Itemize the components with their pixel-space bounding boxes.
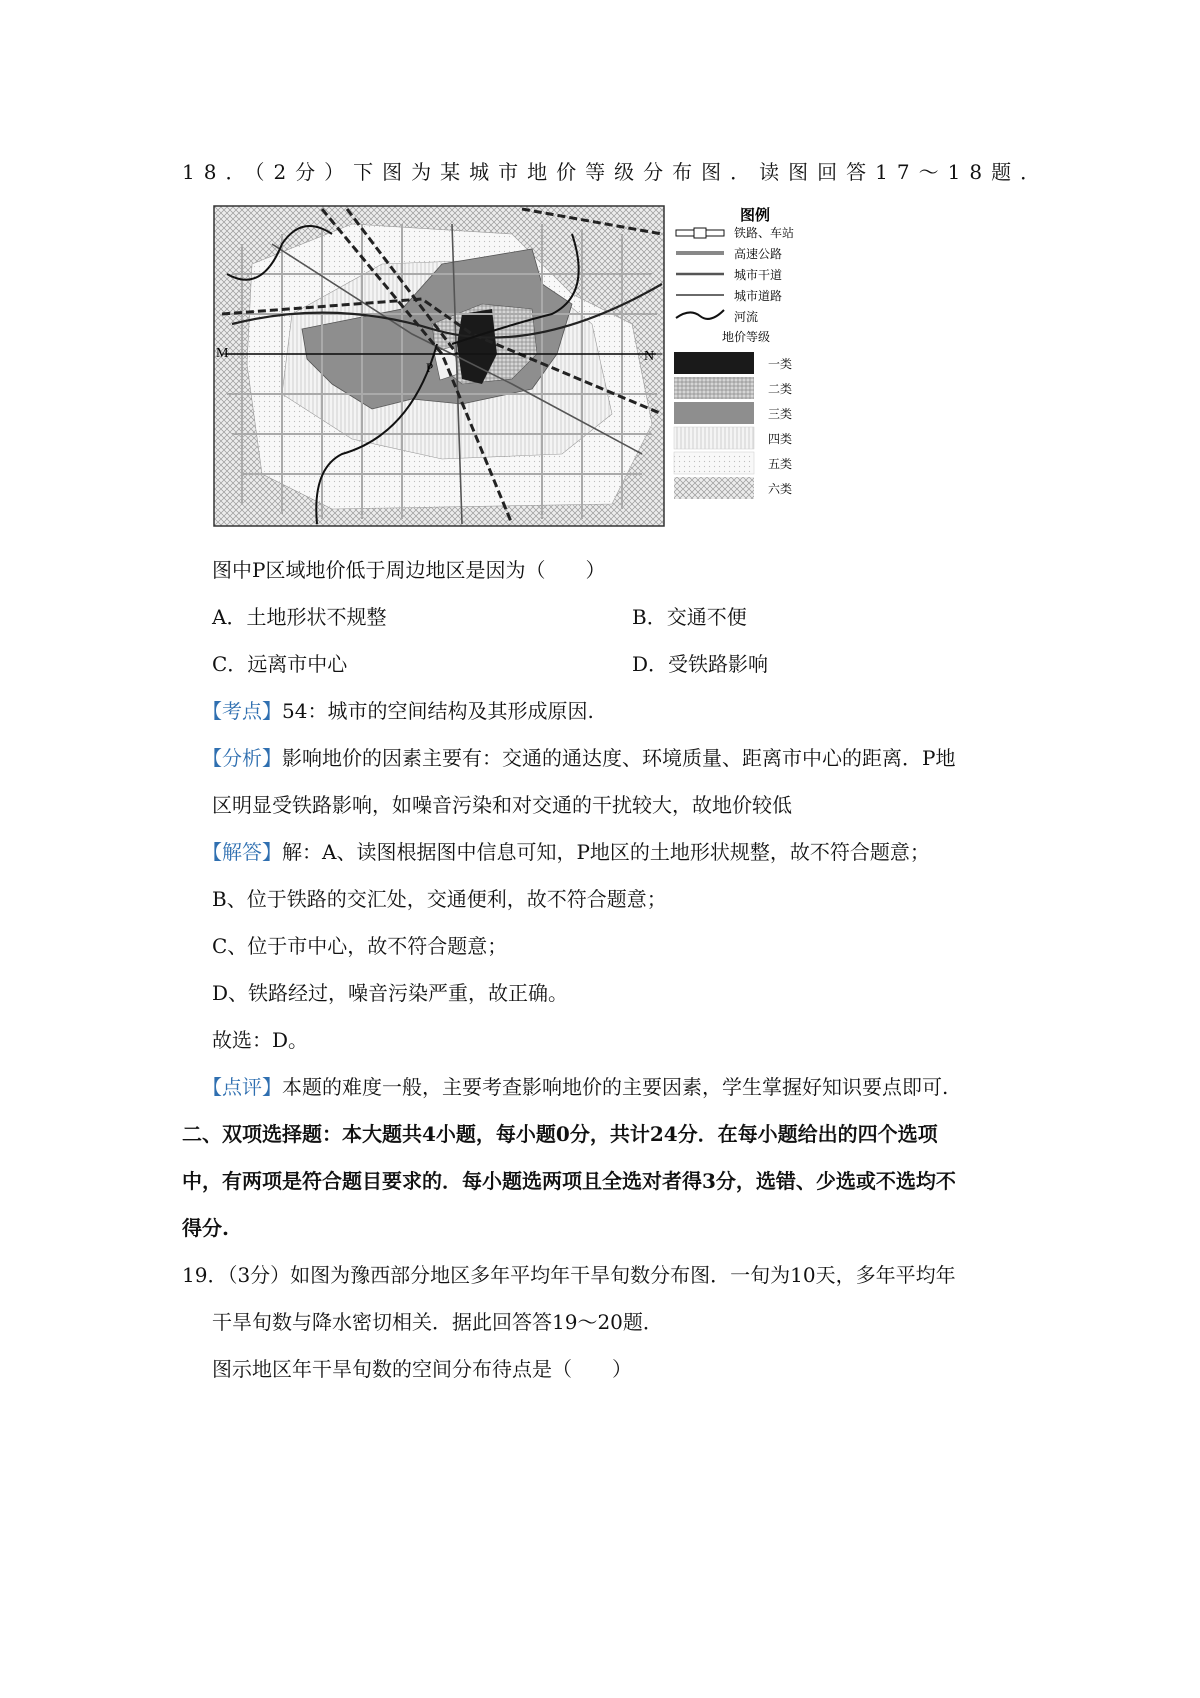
- land-price-map-figure: [212, 204, 878, 530]
- jieda-line2: B、位于铁路的交汇处，交通便利，故不符合题意；: [212, 887, 667, 911]
- legend-grade-title: 地价等级: [722, 330, 771, 344]
- legend-highway: 高速公路: [734, 247, 783, 261]
- q18-question: 图中P区域地价低于周边地区是因为（ ）: [212, 558, 606, 582]
- legend-grade-4: 四类: [768, 432, 793, 446]
- option-c-text: 远离市中心: [247, 652, 348, 676]
- option-a-text: 土地形状不规整: [246, 605, 387, 629]
- q18-dianping: [202, 1073, 948, 1101]
- q18-option-d: [632, 650, 768, 678]
- q19-line2: 干旱旬数与降水密切相关．据此回答答19～20题．: [212, 1310, 663, 1334]
- fenxi-line2: 区明显受铁路影响，如噪音污染和对交通的干扰较大，故地价较低: [212, 793, 792, 817]
- legend-title: 图例: [740, 206, 771, 224]
- option-d-letter: D．: [632, 652, 669, 676]
- jieda-line1: 解：A、读图根据图中信息可知，P地区的土地形状规整，故不符合题意；: [282, 840, 930, 864]
- jieda-line4: D、铁路经过，噪音污染严重，故正确。: [212, 981, 569, 1005]
- legend-grade-1: 一类: [768, 357, 793, 371]
- fenxi-tag: 【分析】: [202, 746, 282, 770]
- section2-line3: 得分.: [182, 1216, 229, 1240]
- legend-grade-3: 三类: [768, 407, 793, 421]
- legend-grade-5: 五类: [768, 457, 793, 471]
- map-label-n: N: [644, 349, 655, 364]
- jieda-line3: C、位于市中心，故不符合题意；: [212, 934, 508, 958]
- q18-header: 18．（2分）下图为某城市地价等级分布图．读图回答17～18题．: [182, 160, 1050, 184]
- legend-grade-2: 二类: [768, 382, 793, 396]
- legend-road: 城市道路: [734, 289, 783, 303]
- option-c-letter: C．: [212, 652, 248, 676]
- legend-arterial: 城市干道: [734, 268, 783, 282]
- kaodian-tag: 【考点】: [202, 699, 282, 723]
- q18-jieda: [202, 838, 930, 866]
- map-label-m: M: [216, 346, 229, 361]
- q18-fenxi: [202, 744, 955, 772]
- q18-kaodian: [202, 697, 594, 725]
- kaodian-text: 54：城市的空间结构及其形成原因.: [282, 699, 594, 723]
- option-b-letter: B．: [632, 605, 667, 629]
- jieda-tag: 【解答】: [202, 840, 282, 864]
- dianping-text: 本题的难度一般，主要考查影响地价的主要因素，学生掌握好知识要点即可.: [282, 1075, 949, 1099]
- legend-grade-6: 六类: [768, 482, 793, 496]
- dianping-tag: 【点评】: [202, 1075, 282, 1099]
- q19-line1: 19．（3分）如图为豫西部分地区多年平均年干旱旬数分布图．一旬为10天，多年平均年: [182, 1263, 956, 1287]
- legend-railway: 铁路、车站: [734, 226, 795, 240]
- q18-option-b: [632, 603, 747, 631]
- section2-line1: 二、双项选择题：本大题共4小题，每小题0分，共计24分．在每小题给出的四个选项: [182, 1122, 938, 1146]
- option-b-text: 交通不便: [666, 605, 747, 629]
- fenxi-line1: 影响地价的因素主要有：交通的通达度、环境质量、距离市中心的距离．P地: [282, 746, 956, 770]
- map-label-p: P: [426, 360, 434, 375]
- q18-option-c: [212, 650, 347, 678]
- option-d-text: 受铁路影响: [668, 652, 769, 676]
- legend-river: 河流: [734, 310, 759, 324]
- option-a-letter: A．: [212, 605, 247, 629]
- jieda-line5: 故选：D。: [212, 1028, 309, 1052]
- q18-option-a: [212, 603, 386, 631]
- map-legend: [674, 206, 794, 499]
- q19-question: 图示地区年干旱旬数的空间分布待点是（ ）: [212, 1357, 632, 1381]
- section2-line2: 中，有两项是符合题目要求的．每小题选两项且全选对者得3分，选错、少选或不选均不: [182, 1169, 956, 1193]
- map-area: [214, 206, 664, 526]
